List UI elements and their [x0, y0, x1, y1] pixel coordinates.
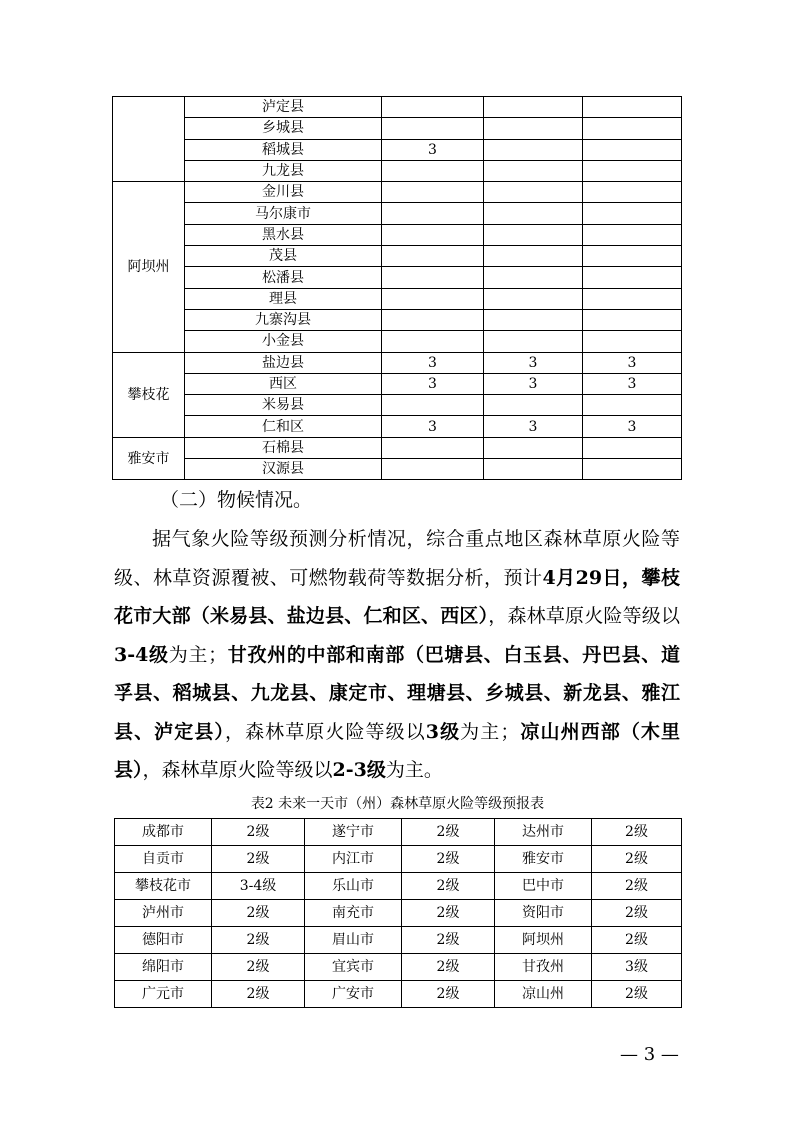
bold-text-segment: 2-3级: [332, 759, 386, 781]
table-row: [115, 927, 682, 954]
text-segment: ，森林草原火险等级以: [142, 759, 333, 781]
city-cell: 南充市: [305, 900, 402, 927]
risk-level-cell: [484, 246, 583, 267]
county-cell: 九龙县: [185, 160, 382, 181]
region-cell: 阿坝州: [113, 182, 185, 352]
city-cell: 泸州市: [115, 900, 212, 927]
risk-level-cell: [484, 395, 583, 416]
city-cell: 乐山市: [305, 873, 402, 900]
county-cell: 仁和区: [185, 416, 382, 437]
table-row: [113, 288, 682, 309]
risk-level-cell: 2级: [402, 954, 495, 981]
risk-level-cell: 2级: [212, 954, 305, 981]
city-cell: 广安市: [305, 981, 402, 1008]
risk-level-cell: [484, 309, 583, 330]
table-row: [113, 139, 682, 160]
county-cell: 松潘县: [185, 267, 382, 288]
risk-level-cell: [583, 437, 682, 458]
bold-text-segment: 3级: [425, 720, 461, 743]
risk-level-cell: [484, 182, 583, 203]
risk-level-cell: 3: [382, 139, 484, 160]
risk-level-cell: [382, 395, 484, 416]
risk-level-cell: [484, 459, 583, 480]
table-row: [113, 224, 682, 245]
table-row: [113, 118, 682, 139]
risk-level-cell: 2级: [592, 981, 682, 1008]
region-cell: 攀枝花: [113, 352, 185, 437]
text-segment: 为主；: [460, 720, 520, 743]
text-segment: ，森林草原火险等级以: [224, 720, 426, 743]
risk-level-cell: [382, 267, 484, 288]
risk-level-cell: 2级: [402, 900, 495, 927]
risk-level-cell: 2级: [212, 900, 305, 927]
text-segment: 为主。: [385, 759, 443, 781]
table-row: [115, 873, 682, 900]
county-cell: 石棉县: [185, 437, 382, 458]
forecast-paragraph: [114, 520, 680, 790]
city-cell: 雅安市: [495, 846, 592, 873]
risk-level-cell: [583, 97, 682, 118]
county-cell: 金川县: [185, 182, 382, 203]
risk-level-cell: 2级: [212, 927, 305, 954]
risk-level-cell: 3: [583, 352, 682, 373]
section-heading: （二）物候情况。: [160, 489, 313, 511]
city-cell: 甘孜州: [495, 954, 592, 981]
risk-level-cell: 3: [382, 416, 484, 437]
risk-level-cell: 3: [484, 352, 583, 373]
table-row: [115, 846, 682, 873]
city-cell: 攀枝花市: [115, 873, 212, 900]
table-row: [113, 246, 682, 267]
risk-level-cell: 3级: [592, 954, 682, 981]
county-cell: 稻城县: [185, 139, 382, 160]
county-cell: 小金县: [185, 331, 382, 352]
risk-level-cell: [484, 437, 583, 458]
risk-level-cell: [382, 459, 484, 480]
risk-level-cell: 2级: [402, 819, 495, 846]
risk-level-cell: 3: [484, 416, 583, 437]
risk-level-cell: 2级: [592, 927, 682, 954]
county-cell: 西区: [185, 373, 382, 394]
county-cell: 盐边县: [185, 352, 382, 373]
risk-level-cell: [583, 118, 682, 139]
table-row: [113, 416, 682, 437]
city-cell: 资阳市: [495, 900, 592, 927]
table-row: [113, 182, 682, 203]
city-cell: 德阳市: [115, 927, 212, 954]
risk-level-cell: [583, 459, 682, 480]
risk-level-cell: 2级: [402, 846, 495, 873]
risk-level-cell: 2级: [212, 819, 305, 846]
city-cell: 眉山市: [305, 927, 402, 954]
risk-level-cell: [382, 309, 484, 330]
city-cell: 凉山州: [495, 981, 592, 1008]
table-row: [113, 267, 682, 288]
table2-caption: 表2 未来一天市（州）森林草原火险等级预报表: [250, 796, 545, 812]
table-row: [113, 309, 682, 330]
risk-level-cell: 2级: [402, 927, 495, 954]
risk-level-cell: 2级: [592, 900, 682, 927]
table-row: [113, 331, 682, 352]
risk-level-cell: [484, 267, 583, 288]
city-cell: 遂宁市: [305, 819, 402, 846]
city-cell: 绵阳市: [115, 954, 212, 981]
city-cell: 达州市: [495, 819, 592, 846]
risk-level-cell: [583, 224, 682, 245]
risk-level-cell: [583, 246, 682, 267]
city-cell: 内江市: [305, 846, 402, 873]
risk-level-cell: 3: [583, 373, 682, 394]
risk-level-cell: [382, 288, 484, 309]
table-row: [113, 97, 682, 118]
city-cell: 自贡市: [115, 846, 212, 873]
county-cell: 黑水县: [185, 224, 382, 245]
risk-level-cell: 2级: [212, 846, 305, 873]
city-cell: 成都市: [115, 819, 212, 846]
county-cell: 茂县: [185, 246, 382, 267]
county-fire-risk-table: [112, 96, 682, 480]
risk-level-cell: [484, 288, 583, 309]
risk-level-cell: [583, 331, 682, 352]
table-row: [113, 459, 682, 480]
risk-level-cell: [583, 309, 682, 330]
county-cell: 理县: [185, 288, 382, 309]
risk-level-cell: 3: [382, 352, 484, 373]
city-cell: 巴中市: [495, 873, 592, 900]
text-segment: ，森林草原火险等级以: [488, 605, 680, 627]
risk-level-cell: [583, 139, 682, 160]
county-cell: 泸定县: [185, 97, 382, 118]
text-segment: 据气象火险等级预测分析情况，综合重点地区森林草原火险等级、林草资源覆被、可燃物载荷等数据分析，预计: [114, 528, 680, 589]
county-cell: 米易县: [185, 395, 382, 416]
text-segment: 为主；: [168, 643, 228, 666]
risk-level-cell: [583, 288, 682, 309]
county-cell: 马尔康市: [185, 203, 382, 224]
table-row: [113, 437, 682, 458]
risk-level-cell: [484, 160, 583, 181]
risk-level-cell: 2级: [402, 981, 495, 1008]
risk-level-cell: [382, 182, 484, 203]
table-row: [115, 954, 682, 981]
table-row: [113, 203, 682, 224]
risk-level-cell: 2级: [402, 873, 495, 900]
risk-level-cell: 3-4级: [212, 873, 305, 900]
risk-level-cell: [382, 118, 484, 139]
risk-level-cell: [484, 203, 583, 224]
table-row: [115, 981, 682, 1008]
table-row: [113, 352, 682, 373]
risk-level-cell: [484, 97, 583, 118]
risk-level-cell: [484, 224, 583, 245]
county-cell: 汉源县: [185, 459, 382, 480]
bold-text-segment: 凉山州西部（木里县）: [114, 720, 680, 781]
risk-level-cell: [484, 139, 583, 160]
region-cell: 雅安市: [113, 437, 185, 480]
risk-level-cell: 2级: [212, 981, 305, 1008]
city-cell: 阿坝州: [495, 927, 592, 954]
table-row: [113, 395, 682, 416]
city-fire-risk-table: [114, 818, 682, 1008]
table-row: [115, 819, 682, 846]
risk-level-cell: 2级: [592, 819, 682, 846]
risk-level-cell: [382, 224, 484, 245]
city-cell: 宜宾市: [305, 954, 402, 981]
risk-level-cell: 3: [583, 416, 682, 437]
page-number: — 3 —: [620, 1044, 679, 1065]
risk-level-cell: 3: [484, 373, 583, 394]
table-row: [115, 900, 682, 927]
region-cell: [113, 97, 185, 182]
city-cell: 广元市: [115, 981, 212, 1008]
risk-level-cell: 2级: [592, 846, 682, 873]
risk-level-cell: 2级: [592, 873, 682, 900]
risk-level-cell: [382, 97, 484, 118]
risk-level-cell: [583, 182, 682, 203]
risk-level-cell: [583, 267, 682, 288]
risk-level-cell: [484, 331, 583, 352]
bold-text-segment: 甘孜州的中部和南部（巴塘县、白玉县、丹巴县、道孚县、稻城县、九龙县、康定市、理塘县、乡城县、新龙县、雅江县、泸定县）: [114, 643, 680, 743]
bold-text-segment: 4月29日，攀枝花市大部（米易县、盐边县、仁和区、西区）: [114, 566, 680, 627]
risk-level-cell: [484, 118, 583, 139]
risk-level-cell: [382, 160, 484, 181]
risk-level-cell: [583, 160, 682, 181]
risk-level-cell: 3: [382, 373, 484, 394]
county-cell: 乡城县: [185, 118, 382, 139]
risk-level-cell: [382, 246, 484, 267]
risk-level-cell: [382, 437, 484, 458]
table-row: [113, 160, 682, 181]
risk-level-cell: [382, 203, 484, 224]
county-cell: 九寨沟县: [185, 309, 382, 330]
risk-level-cell: [583, 395, 682, 416]
risk-level-cell: [583, 203, 682, 224]
table-row: [113, 373, 682, 394]
risk-level-cell: [382, 331, 484, 352]
bold-text-segment: 3-4级: [114, 643, 169, 666]
